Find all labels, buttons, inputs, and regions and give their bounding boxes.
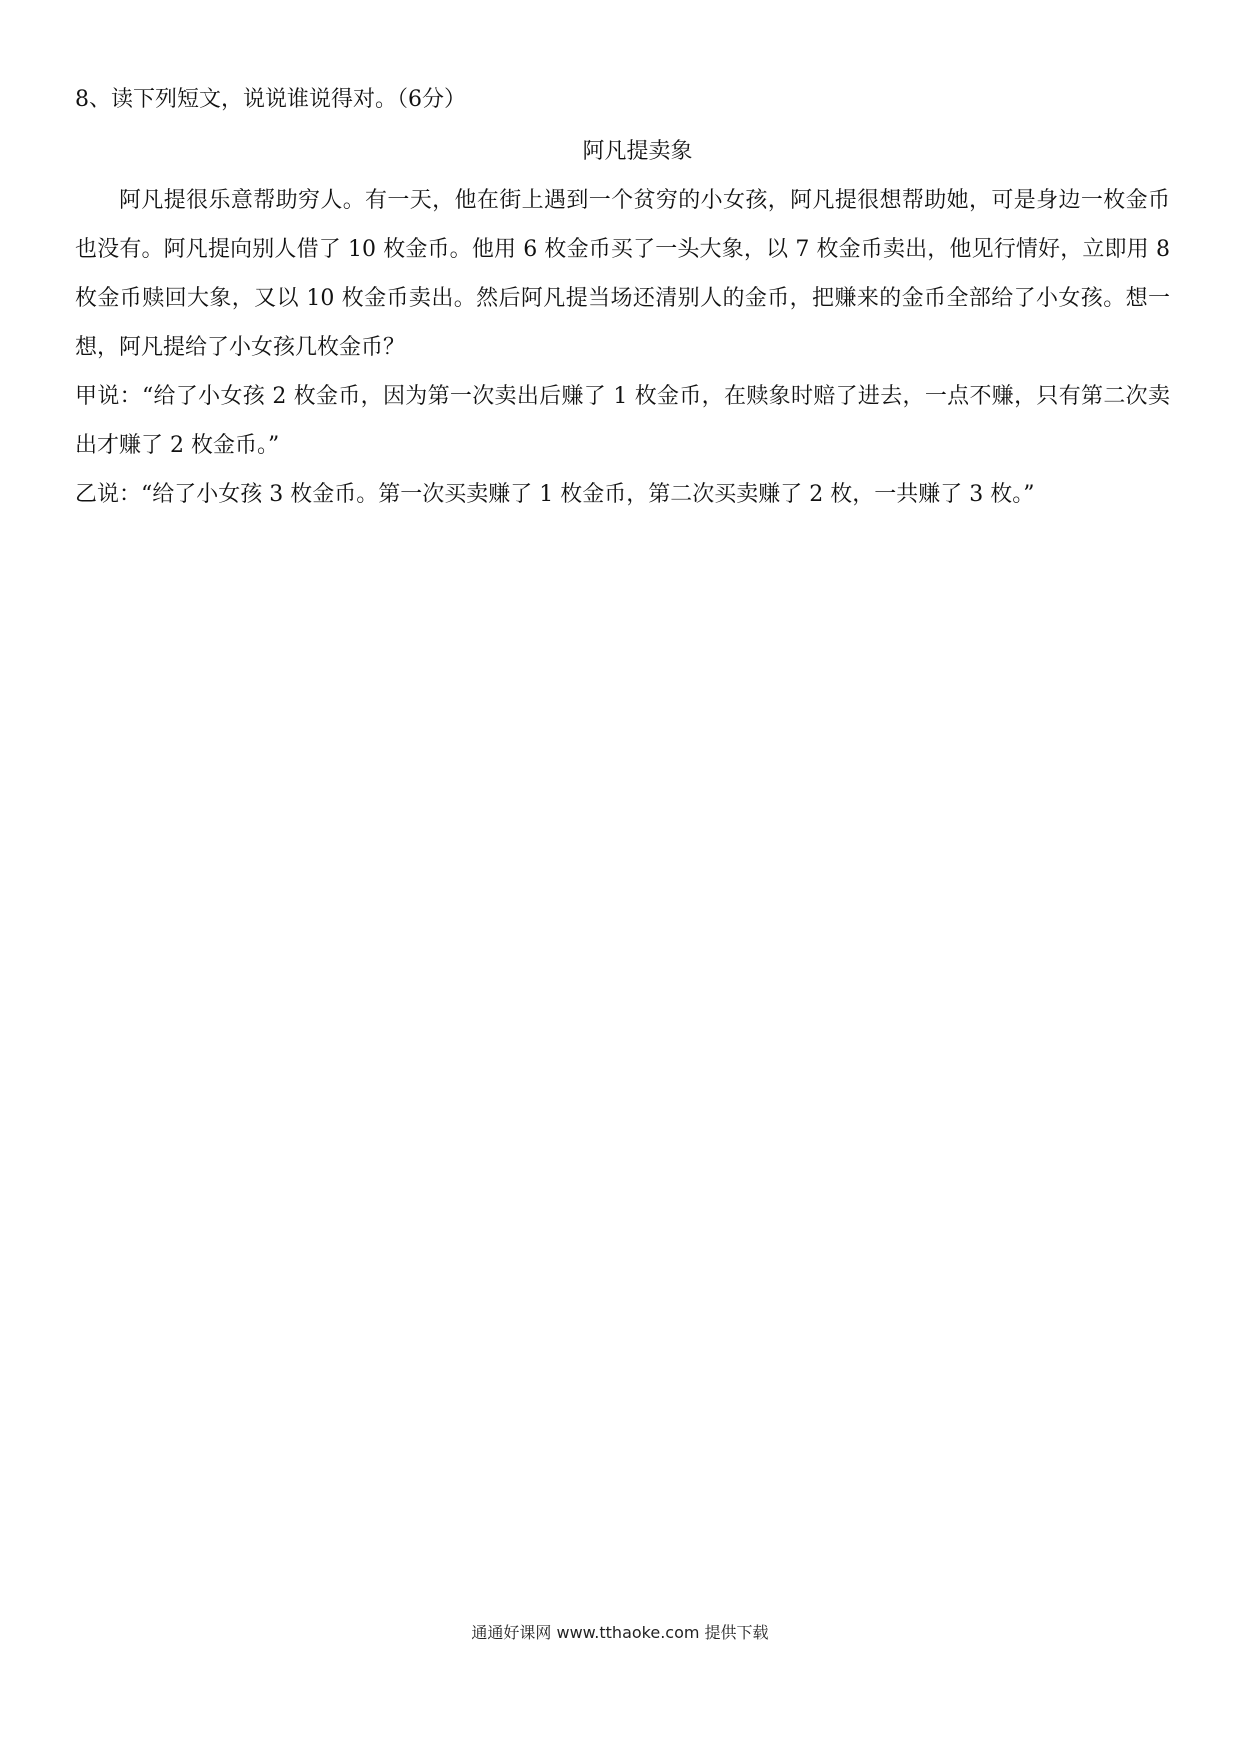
opinion-yi: [75, 470, 1170, 519]
story-title: 阿凡提卖象: [582, 139, 693, 164]
page-footer: 通通好课网 www.tthaoke.com 提供下载: [471, 1623, 769, 1642]
opinion-yi-speaker: 乙说：: [75, 482, 142, 507]
story-body: 阿凡提很乐意帮助穷人。有一天，他在街上遇到一个贫穷的小女孩，阿凡提很想帮助她，可是身边一枚金币也没有。阿凡提向别人借了 10 枚金币。他用 6 枚金币买了一头大象，以 7 枚金币卖出，他见行情好，立即用 8 枚金币赎回大象，又以 10 枚金币卖出。然后阿凡提当场还清别人的金币，把赚来的金币全部给了小女孩。想一想，阿凡提给了小女孩几枚金币？: [75, 188, 1170, 360]
opinion-yi-text: “给了小女孩 3 枚金币。第一次买卖赚了 1 枚金币，第二次买卖赚了 2 枚，一共赚了 3 枚。”: [141, 482, 1035, 507]
opinion-jia-text: “给了小女孩 2 枚金币，因为第一次卖出后赚了 1 枚金币，在赎象时赔了进去，一点不赚，只有第二次卖出才赚了 2 枚金币。”: [75, 384, 1170, 458]
opinion-jia-speaker: 甲说：: [75, 384, 142, 409]
document-page: [75, 80, 1170, 519]
question-heading: 8、读下列短文，说说谁说得对。（6分）: [75, 87, 466, 112]
opinion-jia: [75, 372, 1170, 470]
